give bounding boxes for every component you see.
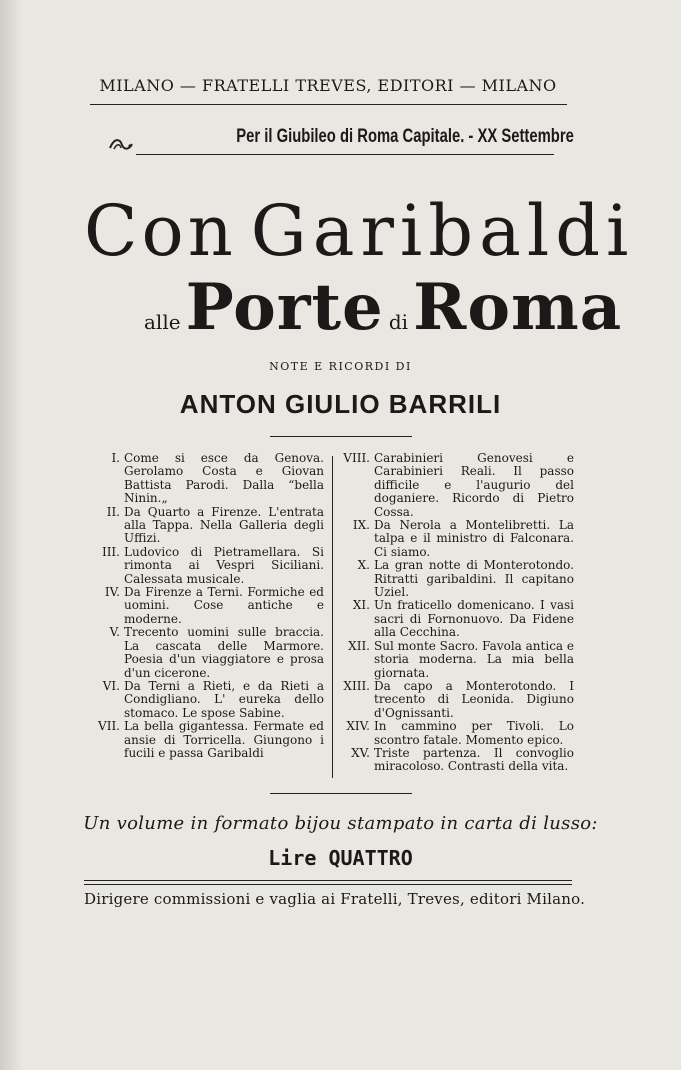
title-word-garibaldi: Garibaldi xyxy=(250,190,635,272)
toc-entry-number: VII. xyxy=(98,719,120,734)
toc-entry xyxy=(338,599,574,639)
toc-entry xyxy=(88,720,324,760)
title-word-porte: Porte xyxy=(185,270,384,345)
toc-entry-text: Da Terni a Rieti, e da Rieti a Condigliano. L' eureka dello stomaco. Le spose Sabine. xyxy=(124,678,324,720)
title-word-con: Con xyxy=(84,190,237,272)
toc-entry xyxy=(338,680,574,720)
toc-entry xyxy=(88,452,324,506)
price: Lire QUATTRO xyxy=(268,846,413,870)
divider-rule xyxy=(270,436,412,437)
toc-entry xyxy=(338,519,574,559)
toc-entry-number: V. xyxy=(109,625,120,640)
title-word-roma: Roma xyxy=(413,270,623,345)
toc-entry-text: Sul monte Sacro. Favola antica e storia moderna. La mia bella giornata. xyxy=(374,638,574,680)
jubilee-heading: Per il Giubileo di Roma Capitale. - XX Settembre xyxy=(236,126,574,147)
toc-entry xyxy=(88,506,324,546)
toc-entry-number: XV. xyxy=(351,745,370,760)
toc-entry xyxy=(88,680,324,720)
toc-entry-number: II. xyxy=(106,504,120,519)
toc-entry-number: III. xyxy=(101,544,120,559)
title-word-alle: alle xyxy=(144,310,181,334)
toc-column-right xyxy=(338,452,574,774)
toc-entry-number: XIV. xyxy=(346,719,370,734)
toc-entry xyxy=(338,452,574,519)
column-separator xyxy=(332,456,333,778)
toc-entry xyxy=(88,546,324,586)
table-of-contents xyxy=(88,452,576,777)
footer-rule xyxy=(84,884,572,885)
toc-entry-text: Carabinieri Genovesi e Carabinieri Reali. Il passo difficile e l'augurio del doganiere. Ricordo di Pietro Cossa. xyxy=(374,451,574,519)
toc-entry xyxy=(338,640,574,680)
footer-rule xyxy=(84,880,572,881)
toc-entry-text: Come si esce da Genova. Gerolamo Costa e Giovan Battista Parodi. Dalla “bella Ninin.„ xyxy=(124,451,324,506)
toc-entry xyxy=(88,586,324,626)
toc-entry-text: La bella gigantessa. Fermate ed ansie di Torricella. Giungono i fucili e passa Garibaldi xyxy=(124,719,324,760)
toc-entry-text: La gran notte di Monterotondo. Ritratti garibaldini. Il capitano Uziel. xyxy=(374,558,574,600)
header-rule xyxy=(90,104,567,105)
toc-entry-number: VIII. xyxy=(343,451,370,465)
toc-entry-text: Da Firenze a Terni. Formiche ed uomini. Cose antiche e moderne. xyxy=(124,585,324,626)
title-word-di: di xyxy=(388,310,409,334)
toc-entry-number: XIII. xyxy=(343,678,370,693)
toc-entry xyxy=(338,720,574,747)
toc-entry xyxy=(338,559,574,599)
toc-entry-text: Ludovico di Pietramellara. Si rimonta ai Vespri Siciliani. Calessata musicale. xyxy=(124,544,324,586)
toc-entry-number: VI. xyxy=(102,678,120,693)
toc-entry-text: Triste partenza. Il convoglio miracoloso. Contrasti della vita. xyxy=(374,745,574,774)
toc-entry-number: IX. xyxy=(352,518,370,533)
page-edge-shadow xyxy=(0,0,22,1070)
toc-entry-text: In cammino per Tivoli. Lo scontro fatale. Momento epico. xyxy=(374,719,574,747)
toc-entry-text: Da capo a Monterotondo. I trecento di Leonida. Digiuno d'Ognissanti. xyxy=(374,678,574,720)
title-line-2 xyxy=(144,270,623,345)
author-name: ANTON GIULIO BARRILI xyxy=(179,389,502,419)
footer-ordering-note: Dirigere commissioni e vaglia ai Fratelli, Treves, editori Milano. xyxy=(84,890,586,908)
subtitle: NOTE E RICORDI DI xyxy=(269,360,412,373)
toc-entry-number: X. xyxy=(357,558,370,573)
jubilee-rule xyxy=(136,154,554,155)
toc-entry-number: I. xyxy=(111,451,120,465)
toc-entry-text: Da Nerola a Montelibretti. La talpa e il ministro di Falconara. Ci siamo. xyxy=(374,518,574,559)
format-line: Un volume in formato bijou stampato in carta di lusso: xyxy=(83,813,598,834)
toc-entry-text: Da Quarto a Firenze. L'entrata alla Tappa. Nella Galleria degli Uffizi. xyxy=(124,504,324,546)
toc-entry-number: XI. xyxy=(352,598,370,613)
toc-entry-number: IV. xyxy=(104,585,120,600)
toc-entry xyxy=(338,747,574,774)
divider-rule xyxy=(270,793,412,794)
title-line-1 xyxy=(84,190,635,272)
publisher-header: MILANO — FRATELLI TREVES, EDITORI — MILANO xyxy=(99,76,557,95)
toc-entry-text: Un fraticello domenicano. I vasi sacri di Fornonuovo. Da Fidene alla Cecchina. xyxy=(374,598,574,640)
toc-entry-text: Trecento uomini sulle braccia. La cascata delle Marmore. Poesia d'un viaggiatore e prosa d'un cicerone. xyxy=(124,625,324,680)
jubilee-row xyxy=(108,126,574,156)
toc-column-left xyxy=(88,452,324,760)
toc-entry-number: XII. xyxy=(348,638,370,653)
ornament-icon xyxy=(108,136,134,152)
toc-entry xyxy=(88,626,324,680)
